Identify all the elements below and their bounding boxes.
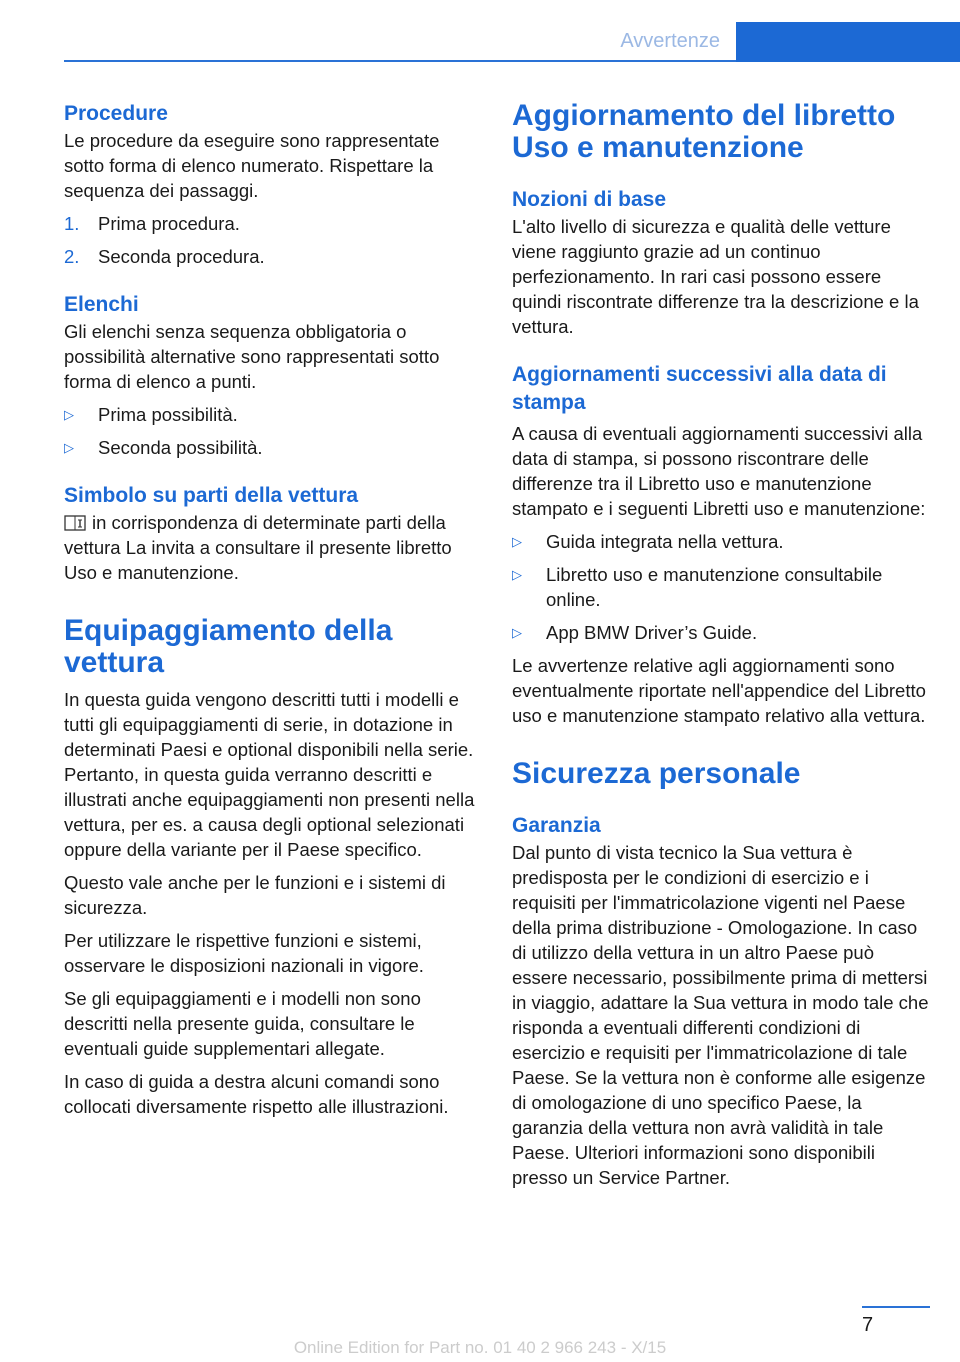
header-tab	[736, 22, 960, 62]
procedure-text: Le procedure da eseguire sono rappresentate sotto forma di elenco numerato. Rispettare la sequenza dei passaggi.	[64, 130, 440, 201]
elenchi-text: Gli elenchi senza sequenza obbligatoria o possibilità alternative sono rappresentati sotto forma di elenco a punti.	[64, 321, 440, 392]
list-item	[512, 562, 930, 612]
footer-rule	[862, 1306, 930, 1308]
list-item-text: Seconda possibilità.	[98, 437, 263, 458]
equip-paragraph: Per utilizzare le rispettive funzioni e sistemi, osservare le disposizioni nazionali in vigore.	[64, 930, 424, 976]
list-number: 1.	[64, 213, 80, 234]
triangle-bullet-icon: ▷	[64, 440, 74, 455]
successivi-text: A causa di eventuali aggiornamenti successivi alla data di stampa, si possono riscontrare delle differenze tra il Libretto uso e manutenzione stampato e i seguenti Libretti uso e manutenzione:	[512, 423, 926, 519]
list-item	[512, 620, 930, 645]
list-item	[64, 211, 482, 236]
footer-edition: Online Edition for Part no. 01 40 2 966 243 - X/15	[293, 1338, 667, 1357]
simbolo-heading: Simbolo su parti della vettura	[64, 484, 359, 507]
list-number: 2.	[64, 246, 80, 267]
list-item-text: Prima possibilità.	[98, 404, 238, 425]
elenchi-heading: Elenchi	[64, 293, 139, 316]
sicurezza-heading: Sicurezza personale	[512, 757, 801, 790]
aggiornamento-heading: Aggiornamento del libretto Uso e manutenzione	[512, 99, 896, 164]
simbolo-text-body: in corrispondenza di determinate parti della vettura La invita a consultare il presente libretto Uso e manutenzione.	[64, 512, 452, 583]
list-item	[64, 244, 482, 269]
left-column	[64, 100, 482, 1119]
list-item-text: App BMW Driver’s Guide.	[546, 622, 758, 643]
list-item	[64, 435, 482, 460]
successivi-heading: Aggiornamenti successivi alla data di stampa	[512, 363, 887, 414]
nozioni-text: L'alto livello di sicurezza e qualità delle vetture viene raggiunto grazie ad un continuo perfezionamento. In rari casi possono essere quindi riscontrate differenze tra la descrizione e la vettura.	[512, 216, 919, 337]
equip-paragraph: In caso di guida a destra alcuni comandi sono collocati diversamente rispetto alle illustrazioni.	[64, 1071, 449, 1117]
nozioni-heading: Nozioni di base	[512, 188, 667, 211]
equip-paragraph: In questa guida vengono descritti tutti i modelli e tutti gli equipaggiamenti di serie, in dotazione in determinati Paesi e optional disponibili nella serie. Pertanto, in questa guida verranno descritti e illustrati anche equipaggiamenti non presenti nella vettura, per es. a causa degli optional selezionati oppure della variante per il Paese specifico.	[64, 689, 475, 860]
list-item-text: Libretto uso e manutenzione consultabile online.	[546, 564, 883, 610]
garanzia-heading: Garanzia	[512, 814, 601, 837]
book-icon	[64, 515, 86, 531]
page-section-title: Avvertenze	[620, 30, 720, 52]
triangle-bullet-icon: ▷	[512, 567, 522, 582]
equip-paragraph: Se gli equipaggiamenti e i modelli non sono descritti nella presente guida, consultare le eventuali guide supplementari allegate.	[64, 988, 421, 1059]
list-item	[64, 402, 482, 427]
equipaggiamento-heading: Equipaggiamento della vettura	[64, 614, 393, 679]
successivi-after: Le avvertenze relative agli aggiornamenti sono eventualmente riportate nell'appendice del Libretto uso e manutenzione stampato relativo alla vettura.	[512, 655, 926, 726]
page-number: 7	[862, 1314, 874, 1336]
list-item-text: Prima procedura.	[98, 213, 240, 234]
triangle-bullet-icon: ▷	[512, 534, 522, 549]
garanzia-text: Dal punto di vista tecnico la Sua vettura è predisposta per le condizioni di esercizio e i requisiti per l'immatricolazione vigenti nel Paese della prima distribuzione - Omologazione. In caso di utilizzo della vettura in un altro Paese può essere necessario, possibilmente prima di mettersi in viaggio, adattare la Sua vettura in modo tale che risponda a eventuali differenti condizioni di esercizio e requisiti per l'immatricolazione di tale Paese. Se la vettura non è conforme alle esigenze di omologazione di uno specifico Paese, la garanzia della vettura non avrà validità in tale Paese. Ulteriori informazioni sono disponibili presso un Service Partner.	[512, 842, 929, 1188]
equip-paragraph: Questo vale anche per le funzioni e i sistemi di sicurezza.	[64, 872, 446, 918]
triangle-bullet-icon: ▷	[64, 407, 74, 422]
list-item-text: Seconda procedura.	[98, 246, 265, 267]
list-item-text: Guida integrata nella vettura.	[546, 531, 784, 552]
simbolo-text	[64, 510, 482, 585]
list-item	[512, 529, 930, 554]
procedure-heading: Procedure	[64, 102, 168, 125]
triangle-bullet-icon: ▷	[512, 625, 522, 640]
right-column	[512, 100, 930, 1190]
